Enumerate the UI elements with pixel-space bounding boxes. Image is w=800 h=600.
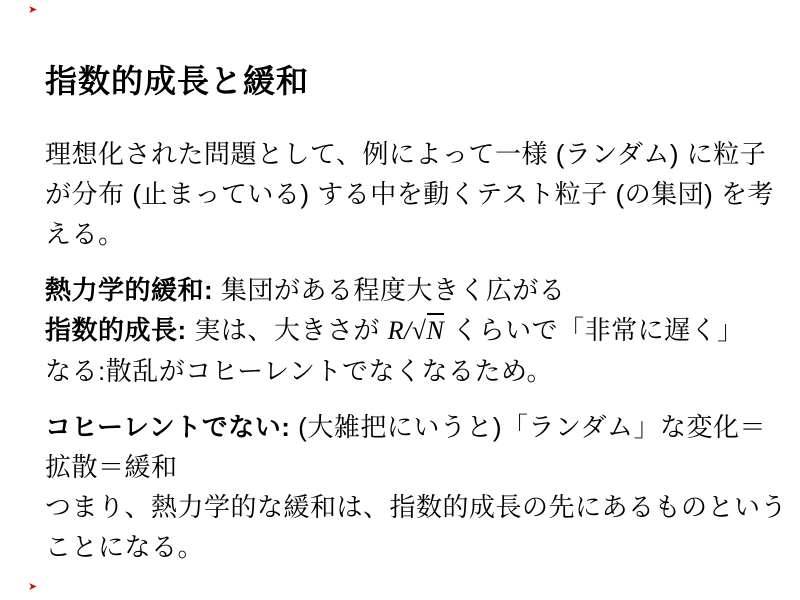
text-line (45, 351, 762, 391)
text-line (45, 214, 762, 254)
paragraph (45, 270, 762, 391)
text-line (45, 527, 762, 567)
text-line (45, 447, 762, 487)
text-line (45, 174, 774, 214)
text-line (45, 487, 788, 527)
slide-title: 指数的成長と緩和 (45, 63, 310, 99)
prev-page-arrow-icon[interactable]: ➤ (28, 4, 38, 16)
term-label: 熱力学的緩和: (45, 275, 214, 306)
body-text: が分布 (止まっている) する中を動くテスト粒子 (の集団) を考 (45, 179, 774, 210)
body-text: (大雑把にいうと)「ランダム」な変化＝ (290, 412, 766, 443)
text-line (45, 310, 762, 351)
body-text: なる:散乱がコヒーレントでなくなるため。 (45, 356, 553, 387)
text-line (45, 134, 767, 174)
math-expression: R/ (387, 316, 412, 346)
next-page-arrow-icon[interactable]: ➤ (28, 581, 38, 593)
body-text: 理想化された問題として、例によって一様 (ランダム) に粒子 (45, 139, 767, 170)
body-text: くらいで「非常に遅く」 (444, 315, 744, 346)
body-text: 実は、大きさが (186, 315, 388, 346)
paragraph (45, 134, 774, 254)
math-expression: √ (411, 316, 427, 346)
body-text: つまり、熱力学的な緩和は、指数的成長の先にあるものという (45, 492, 788, 523)
slide-body (45, 134, 788, 567)
term-label: 指数的成長: (45, 315, 187, 346)
body-text: 拡散＝緩和 (45, 452, 178, 483)
text-line (45, 270, 762, 310)
math-expression: N (427, 313, 445, 345)
text-line (45, 407, 766, 447)
term-label: コヒーレントでない: (45, 412, 291, 443)
body-text: 集団がある程度大きく広がる (213, 275, 566, 306)
body-text: ことになる。 (45, 532, 205, 563)
body-text: える。 (45, 219, 125, 250)
paragraph (45, 407, 788, 567)
